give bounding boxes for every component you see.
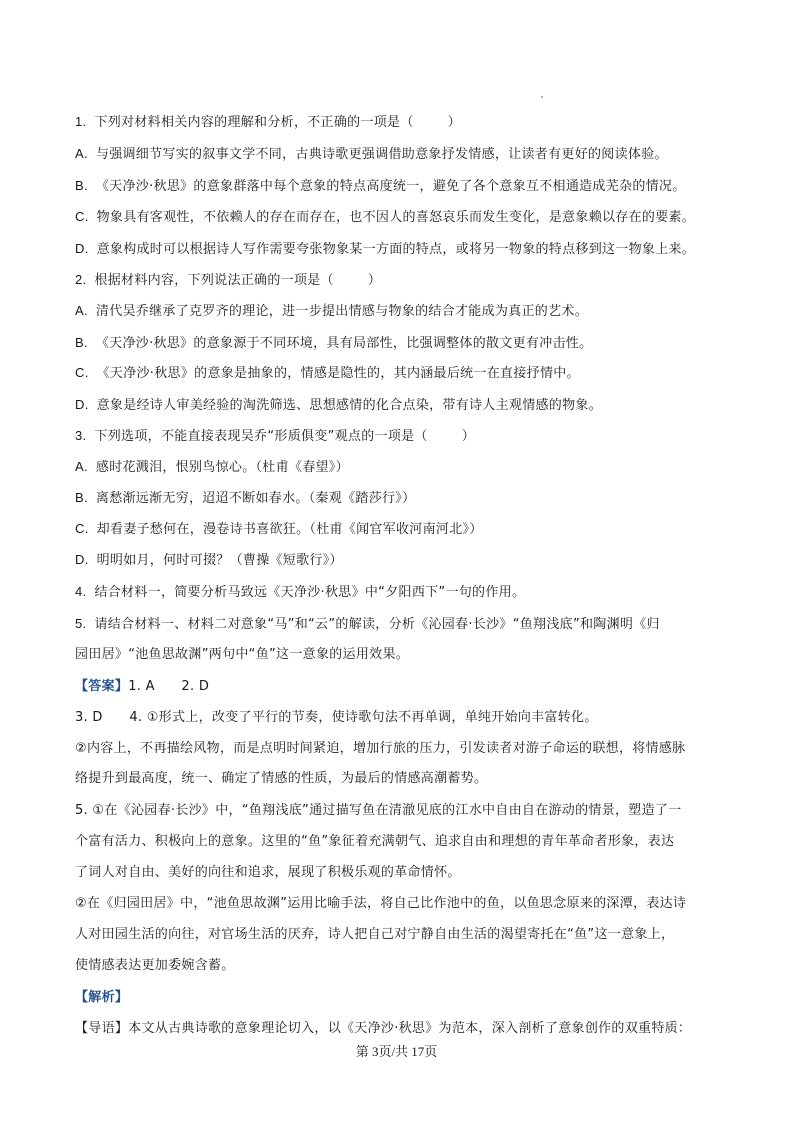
stray-dot (541, 96, 543, 98)
answer-line-1: 【答案】1. A 2. D (75, 679, 210, 694)
question-3-option-b: B. 离愁渐远渐无穷，迢迢不断如春水。（秦观《踏莎行》） (75, 490, 416, 506)
answer-q5-line-6: 使情感表达更加委婉含蓄。 (75, 958, 235, 973)
question-5-stem-line-2: 园田居》“池鱼思故渊”两句中“鱼”这一意象的运用效果。 (75, 647, 410, 662)
answer-line-4: 络提升到最高度，统一、确定了情感的性质，为最后的情感高潮蓄势。 (75, 771, 488, 786)
question-1-option-c: C. 物象具有客观性，不依赖人的存在而存在，也不因人的喜怒哀乐而发生变化，是意象赖以存在的要素。 (75, 209, 696, 225)
answer-q5-line-3: 了词人对自由、美好的向往和追求，展现了积极乐观的革命情怀。 (75, 865, 461, 880)
question-2-option-a: A. 清代吴乔继承了克罗齐的理论，进一步提出情感与物象的结合才能成为真正的艺术。 (75, 303, 588, 319)
question-3-stem: 3. 下列选项，不能直接表现吴乔“形质俱变”观点的一项是（ ） (75, 428, 476, 444)
question-1-option-a: A. 与强调细节写实的叙事文学不同，古典诗歌更强调借助意象抒发情感，让读者有更好的阅读体验。 (75, 146, 668, 162)
question-3-option-c: C. 却看妻子愁何在，漫卷诗书喜欲狂。（杜甫《闻官军收河南河北》） (75, 521, 483, 537)
answer-line-3: ②内容上，不再描绘风物，而是点明时间紧迫，增加行旅的压力，引发读者对游子命运的联想，将情感脉 (75, 741, 686, 756)
question-3-option-d: D. 明明如月，何时可掇？（曹操《短歌行》） (75, 552, 343, 568)
guide-tag: 【导语】 (75, 1021, 129, 1036)
question-2-stem: 2. 根据材料内容，下列说法正确的一项是（ ） (75, 272, 382, 288)
question-2-option-d: D. 意象是经诗人审美经验的淘洗筛选、思想感情的化合点染，带有诗人主观情感的物象。 (75, 397, 603, 413)
question-2-option-b: B. 《天净沙·秋思》的意象源于不同环境，具有局部性，比强调整体的散文更有冲击性。 (75, 335, 593, 351)
answer-q5-line-2: 个富有活力、积极向上的意象。这里的“鱼”象征着充满朝气、追求自由和理想的青年革命者形象，表达 (75, 834, 675, 849)
answer-tag: 【答案】 (75, 679, 129, 694)
analysis-tag: 【解析】 (75, 990, 129, 1005)
question-1-option-d: D. 意象构成时可以根据诗人写作需要夸张物象某一方面的特点，或将另一物象的特点移到这一物象上来。 (75, 241, 696, 257)
answer-q5-line-4: ②在《归园田居》中，“池鱼思故渊”运用比喻手法，将自己比作池中的鱼，以鱼思念原来的深潭，表达诗 (75, 896, 687, 911)
question-1-stem: 1. 下列对材料相关内容的理解和分析，不正确的一项是（ ） (75, 114, 461, 130)
answer-q5-line-1: 5. ①在《沁园春·长沙》中，“鱼翔浅底”通过描写鱼在清澈见底的江水中自由自在游动的情景，塑造了一 (75, 803, 682, 818)
page-footer: 第 3页/共 17页 (355, 1044, 438, 1059)
question-3-option-a: A. 感时花溅泪，恨别鸟惊心。（杜甫《春望》） (75, 459, 349, 475)
question-1-option-b: B. 《天净沙·秋思》的意象群落中每个意象的特点高度统一，避免了各个意象互不相通造成芜杂的情况。 (75, 178, 686, 194)
answer-q5-line-5: 人对田园生活的向往，对官场生活的厌弃，诗人把自己对宁静自由生活的渴望寄托在“鱼”这一意象上， (75, 927, 675, 942)
guide-line: 【导语】本文从古典诗歌的意象理论切入，以《天净沙·秋思》为范本，深入剖析了意象创作的双重特质： (75, 1021, 692, 1036)
question-5-stem-line-1: 5. 请结合材料一、材料二对意象“马”和“云”的解读，分析《沁园春·长沙》“鱼翔浅底”和陶渊明《归 (75, 616, 660, 632)
question-4-stem: 4. 结合材料一，简要分析马致远《天净沙·秋思》中“夕阳西下”一句的作用。 (75, 584, 526, 600)
question-2-option-c: C. 《天净沙·秋思》的意象是抽象的，情感是隐性的，其内涵最后统一在直接抒情中。 (75, 365, 580, 381)
answer-line-2: 3. D 4. ①形式上，改变了平行的节奏，使诗歌句法不再单调，单纯开始向丰富转化。 (75, 710, 598, 725)
